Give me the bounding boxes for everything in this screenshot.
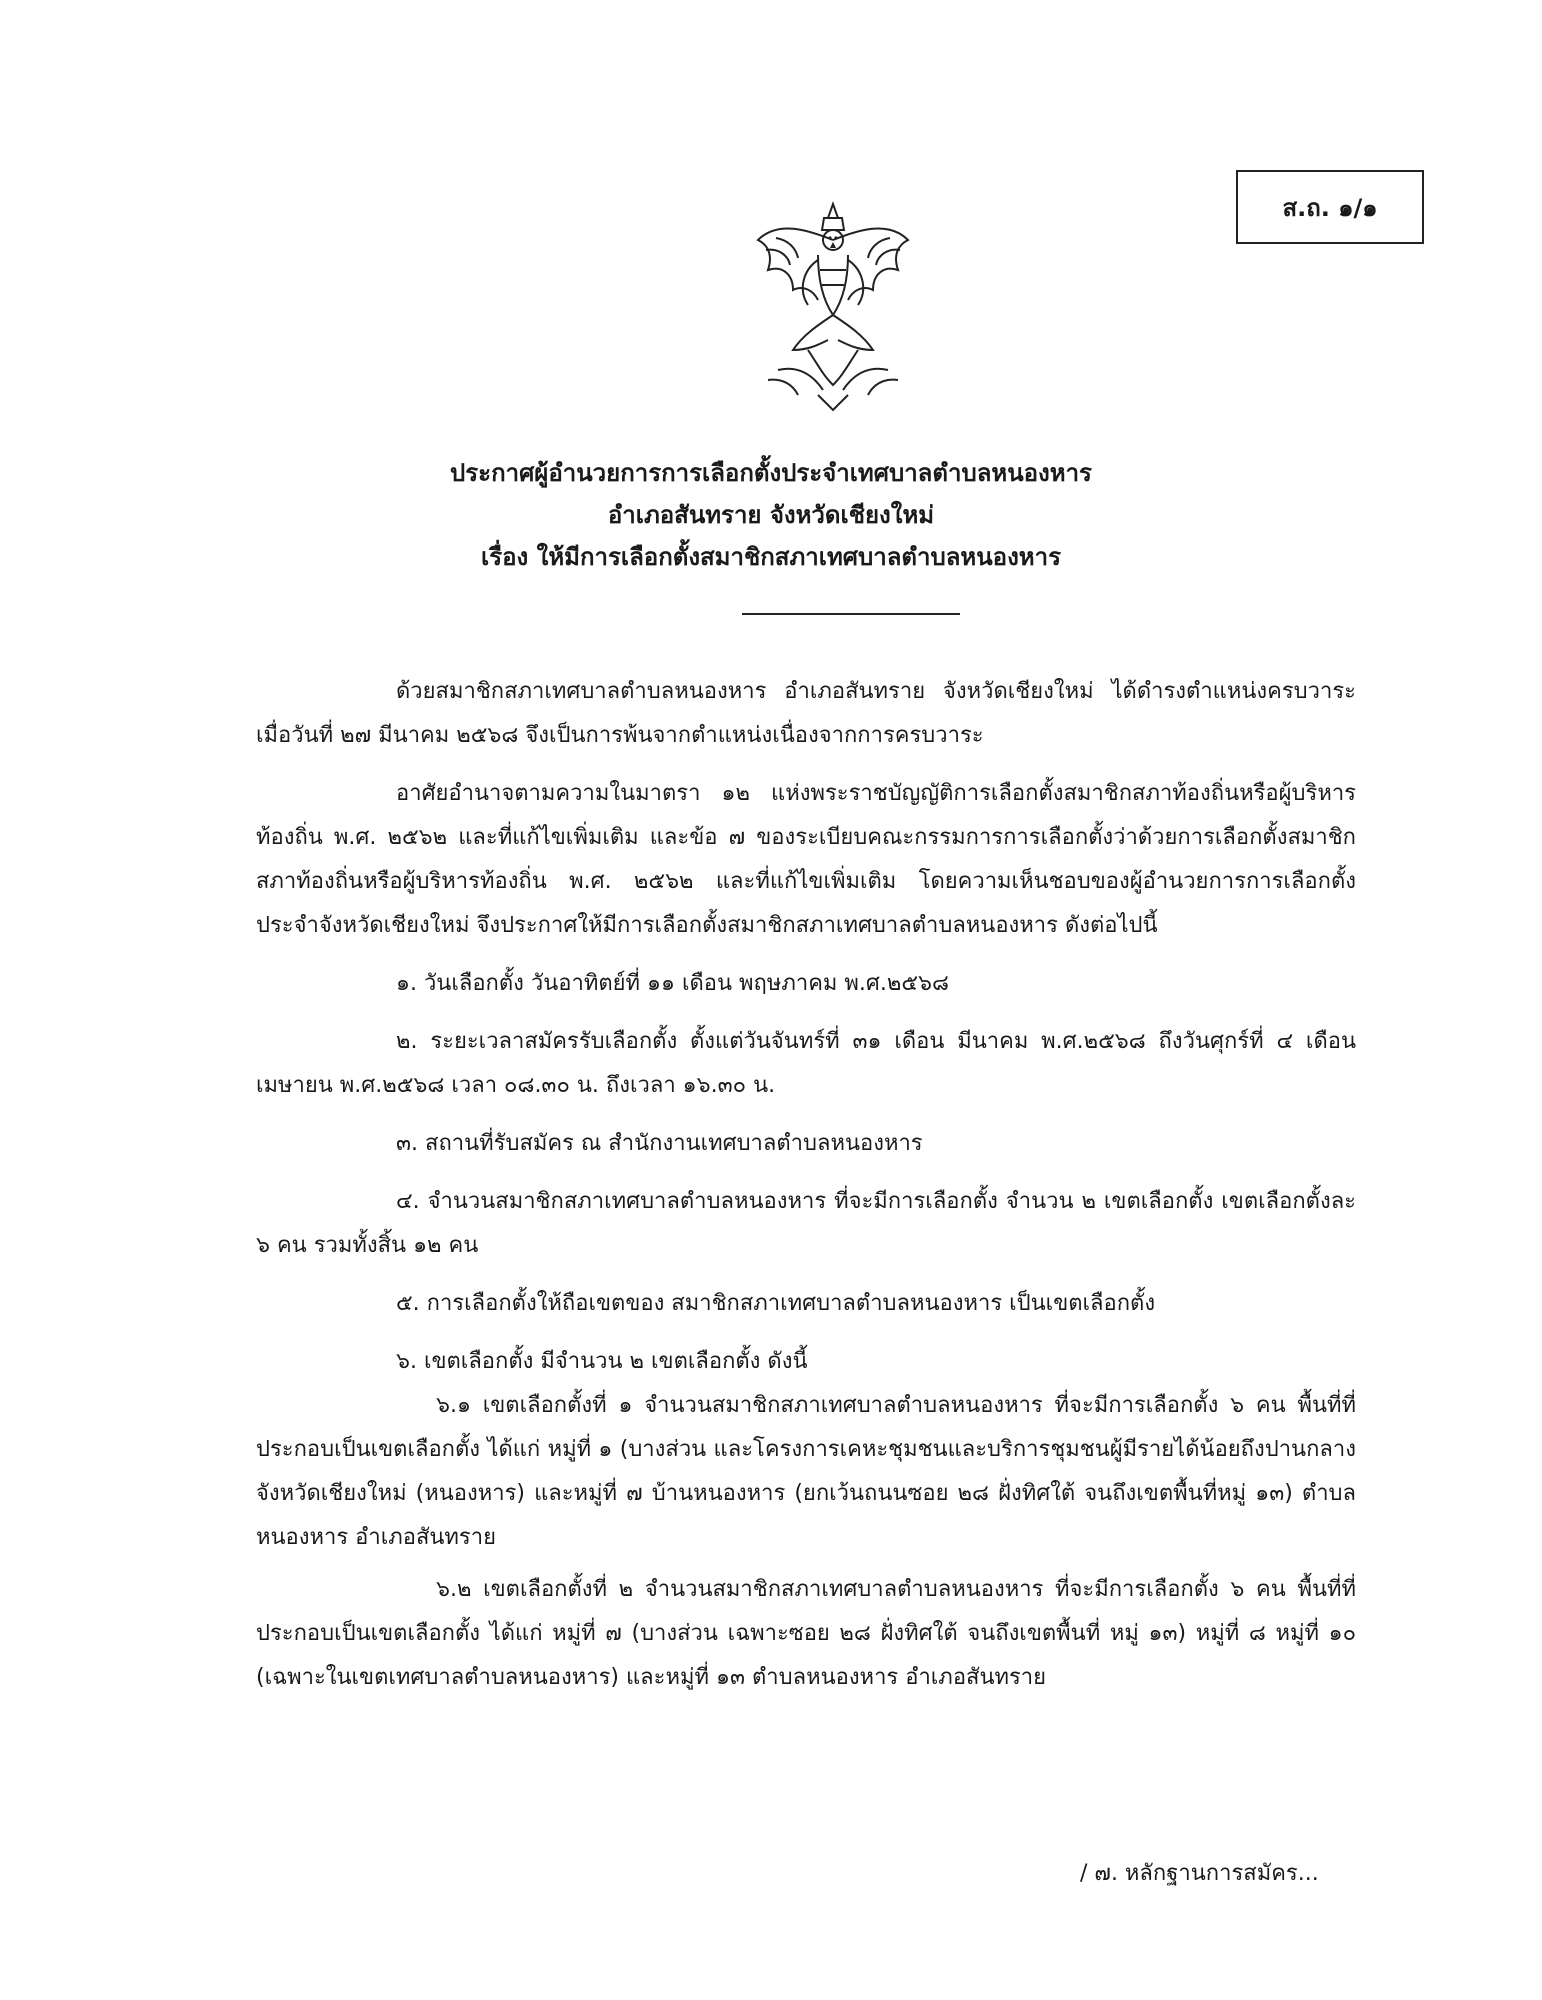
list-item-6: ๖. เขตเลือกตั้ง มีจำนวน ๒ เขตเลือกตั้ง ดังนี้ [396,1349,808,1374]
title-line-3: เรื่อง ให้มีการเลือกตั้งสมาชิกสภาเทศบาลตำบลหนองหาร [481,543,1061,571]
title-line-2: อำเภอสันทราย จังหวัดเชียงใหม่ [607,501,935,529]
body-section-1 [256,670,1356,1700]
continuation-note: / ๗. หลักฐานการสมัคร... [1080,1861,1319,1886]
list-item-3: ๓. สถานที่รับสมัคร ณ สำนักงานเทศบาลตำบลหนองหาร [396,1131,923,1156]
list-item-6-2: ๖.๒ เขตเลือกตั้งที่ ๒ จำนวนสมาชิกสภาเทศบาลตำบลหนองหาร ที่จะมีการเลือกตั้ง ๖ คน พื้นที่ที่ประกอบเป็นเขตเลือกตั้ง ได้แก่ หมู่ที่ ๗ (บางส่วน เฉพาะซอย ๒๘ ฝั่งทิศใต้ จนถึงเขตพื้นที่ หมู่ ๑๓) หมู่ที่ ๘ หมู่ที่ ๑๐ (เฉพาะในเขตเทศบาลตำบลหนองหาร) และหมู่ที่ ๑๓ ตำบลหนองหาร อำเภอสันทราย [256,1577,1356,1690]
announcement-title [0,452,1542,578]
list-item-6-1: ๖.๑ เขตเลือกตั้งที่ ๑ จำนวนสมาชิกสภาเทศบาลตำบลหนองหาร ที่จะมีการเลือกตั้ง ๖ คน พื้นที่ที่ประกอบเป็นเขตเลือกตั้ง ได้แก่ หมู่ที่ ๑ (บางส่วน และโครงการเคหะชุมชนและบริการชุมชนผู้มีรายได้น้อยถึงปานกลางจังหวัดเชียงใหม่ (หนองหาร) และหมู่ที่ ๗ บ้านหนองหาร (ยกเว้นถนนซอย ๒๘ ฝั่งทิศใต้ จนถึงเขตพื้นที่หมู่ ๑๓) ตำบลหนองหาร อำเภอสันทราย [256,1393,1356,1550]
list-item-2: ๒. ระยะเวลาสมัครรับเลือกตั้ง ตั้งแต่วันจันทร์ที่ ๓๑ เดือน มีนาคม พ.ศ.๒๕๖๘ ถึงวันศุกร์ที่ ๔ เดือน เมษายน พ.ศ.๒๕๖๘ เวลา ๐๘.๓๐ น. ถึงเวลา ๑๖.๓๐ น. [256,1029,1356,1098]
form-code-label: ส.ถ. ๑/๑ [1282,193,1378,222]
list-item-1: ๑. วันเลือกตั้ง วันอาทิตย์ที่ ๑๑ เดือน พฤษภาคม พ.ศ.๒๕๖๘ [396,971,949,996]
title-divider [742,613,960,615]
title-line-1: ประกาศผู้อำนวยการการเลือกตั้งประจำเทศบาลตำบลหนองหาร [450,459,1092,487]
list-item-5: ๕. การเลือกตั้งให้ถือเขตของ สมาชิกสภาเทศบาลตำบลหนองหาร เป็นเขตเลือกตั้ง [396,1291,1156,1316]
paragraph-1: ด้วยสมาชิกสภาเทศบาลตำบลหนองหาร อำเภอสันทราย จังหวัดเชียงใหม่ ได้ดำรงตำแหน่งครบวาระ เมื่อวันที่ ๒๗ มีนาคม ๒๕๖๘ จึงเป็นการพ้นจากตำแหน่งเนื่องจากการครบวาระ [256,679,1356,748]
list-item-4: ๔. จำนวนสมาชิกสภาเทศบาลตำบลหนองหาร ที่จะมีการเลือกตั้ง จำนวน ๒ เขตเลือกตั้ง เขตเลือกตั้งละ ๖ คน รวมทั้งสิ้น ๑๒ คน [256,1189,1356,1258]
form-code-box [1236,170,1424,244]
garuda-emblem-icon [748,200,918,415]
paragraph-2: อาศัยอำนาจตามความในมาตรา ๑๒ แห่งพระราชบัญญัติการเลือกตั้งสมาชิกสภาท้องถิ่นหรือผู้บริหารท้องถิ่น พ.ศ. ๒๕๖๒ และที่แก้ไขเพิ่มเติม และข้อ ๗ ของระเบียบคณะกรรมการการเลือกตั้งว่าด้วยการเลือกตั้งสมาชิกสภาท้องถิ่นหรือผู้บริหารท้องถิ่น พ.ศ. ๒๕๖๒ และที่แก้ไขเพิ่มเติม โดยความเห็นชอบของผู้อำนวยการการเลือกตั้งประจำจังหวัดเชียงใหม่ จึงประกาศให้มีการเลือกตั้งสมาชิกสภาเทศบาลตำบลหนองหาร ดังต่อไปนี้ [256,781,1356,938]
